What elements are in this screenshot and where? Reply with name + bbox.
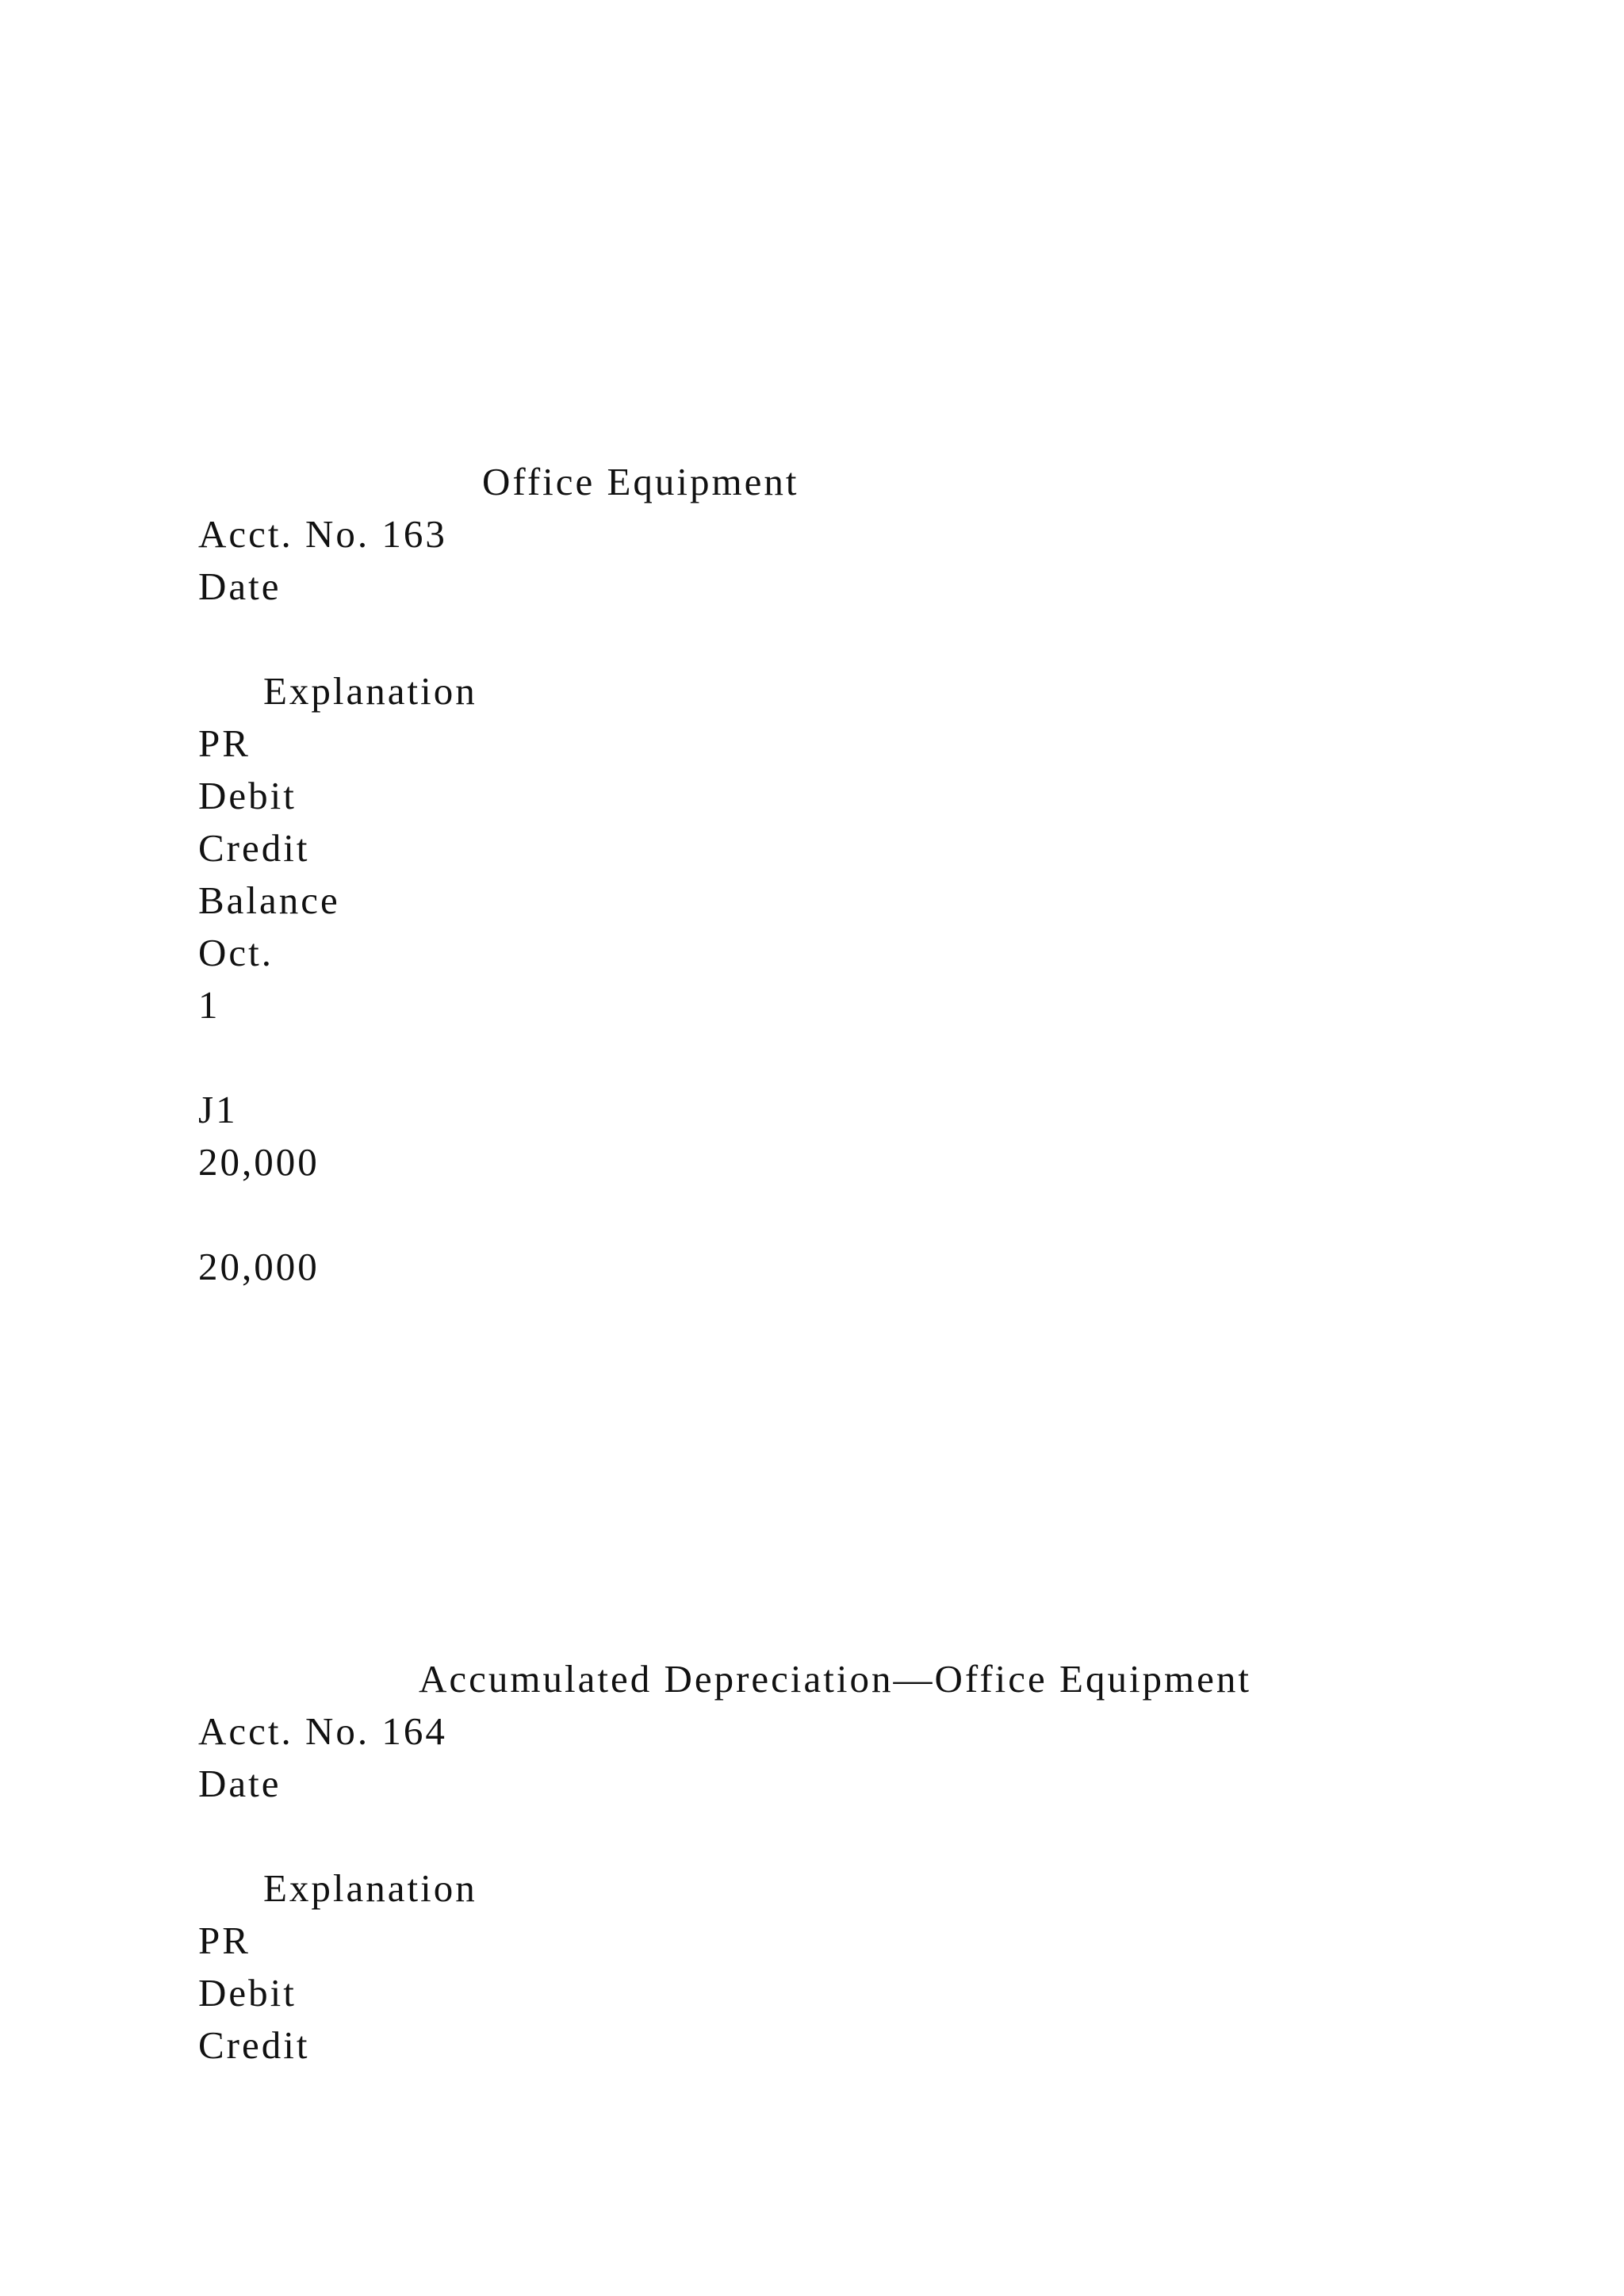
- entry-day: 1: [198, 983, 220, 1027]
- header-balance: Balance: [198, 878, 340, 922]
- header-debit: Debit: [198, 1971, 297, 2015]
- entry-balance: 20,000: [198, 1245, 320, 1288]
- ledger-title-office-equipment: Office Equipment: [482, 460, 799, 503]
- entry-month: Oct.: [198, 931, 274, 974]
- header-pr: PR: [198, 721, 251, 765]
- header-explanation: Explanation: [263, 1866, 477, 1910]
- account-number: Acct. No. 164: [198, 1709, 447, 1753]
- header-credit: Credit: [198, 2023, 310, 2067]
- header-debit: Debit: [198, 774, 297, 817]
- header-credit: Credit: [198, 826, 310, 870]
- header-explanation: Explanation: [263, 669, 477, 713]
- account-number: Acct. No. 163: [198, 512, 447, 556]
- header-pr: PR: [198, 1919, 251, 1962]
- ledger-title-accumulated-depreciation: Accumulated Depreciation—Office Equipment: [419, 1657, 1252, 1701]
- header-date: Date: [198, 1762, 282, 1805]
- entry-pr: J1: [198, 1088, 238, 1131]
- entry-debit: 20,000: [198, 1140, 320, 1184]
- header-date: Date: [198, 564, 282, 608]
